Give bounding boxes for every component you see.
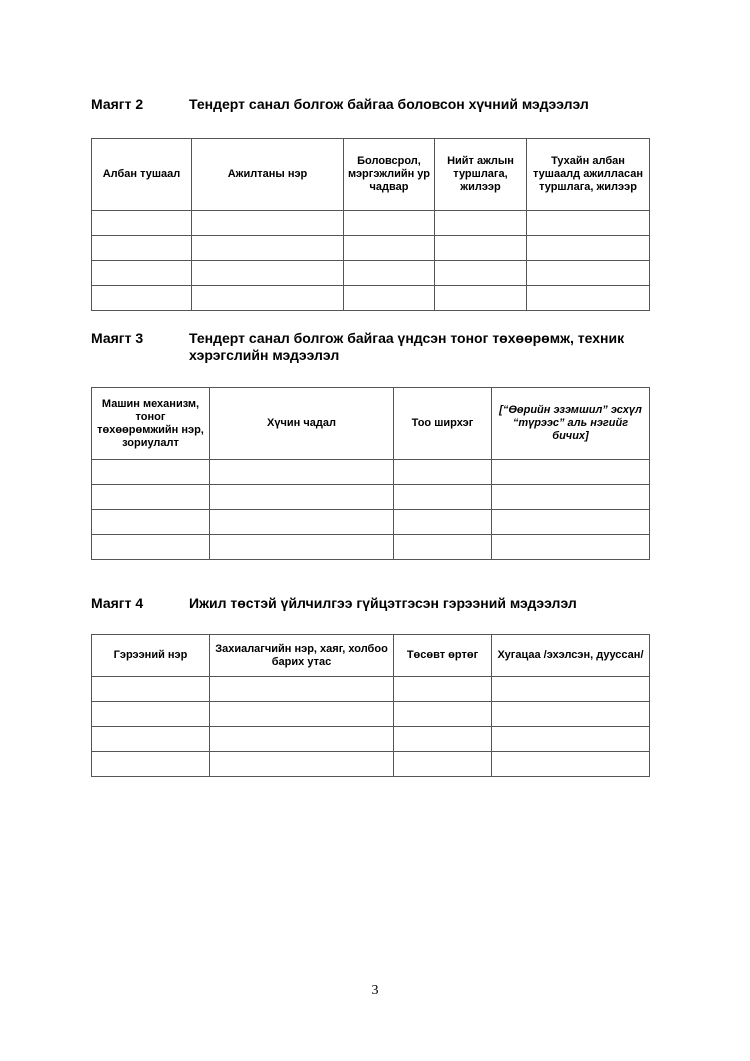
table-cell[interactable]	[492, 510, 650, 535]
table-cell[interactable]	[210, 752, 394, 777]
table-cell[interactable]	[344, 236, 435, 261]
table-row	[92, 727, 650, 752]
header-cell: Захиалагчийн нэр, хаяг, холбоо барих утас	[210, 635, 394, 677]
table-row	[92, 752, 650, 777]
table-cell[interactable]	[394, 535, 492, 560]
header-cell: Нийт ажлын туршлага, жилээр	[435, 139, 527, 211]
table-row	[92, 535, 650, 560]
table-row	[92, 460, 650, 485]
table-cell[interactable]	[92, 510, 210, 535]
table-row	[92, 261, 650, 286]
table-cell[interactable]	[210, 677, 394, 702]
table-cell[interactable]	[92, 702, 210, 727]
form-4-number: Маягт 4	[91, 595, 144, 611]
table-cell[interactable]	[92, 535, 210, 560]
table-cell[interactable]	[210, 535, 394, 560]
table-cell[interactable]	[210, 460, 394, 485]
form-3-table	[91, 387, 650, 560]
table-cell[interactable]	[394, 510, 492, 535]
table-cell[interactable]	[492, 702, 650, 727]
table-cell[interactable]	[492, 460, 650, 485]
table-cell[interactable]	[210, 727, 394, 752]
table-cell[interactable]	[527, 286, 650, 311]
form-2-table	[91, 138, 650, 311]
table-cell[interactable]	[435, 286, 527, 311]
header-cell: [“Өөрийн эзэмшил” эсхүл “түрээс” аль нэгийг бичих]	[492, 388, 650, 460]
table-cell[interactable]	[92, 752, 210, 777]
table-cell[interactable]	[192, 211, 344, 236]
form-2-title	[91, 96, 629, 113]
table-cell[interactable]	[492, 485, 650, 510]
table-row	[92, 286, 650, 311]
table-cell[interactable]	[92, 261, 192, 286]
table-cell[interactable]	[192, 286, 344, 311]
table-cell[interactable]	[492, 752, 650, 777]
table-cell[interactable]	[492, 677, 650, 702]
header-cell: Төсөвт өртөг	[394, 635, 492, 677]
header-cell: Тухайн албан тушаалд ажилласан туршлага, жилээр	[527, 139, 650, 211]
table-cell[interactable]	[527, 261, 650, 286]
table-cell[interactable]	[92, 485, 210, 510]
table-cell[interactable]	[92, 677, 210, 702]
table-cell[interactable]	[435, 211, 527, 236]
table-cell[interactable]	[394, 752, 492, 777]
page-number: 3	[371, 983, 379, 998]
header-cell: Машин механизм, тоног төхөөрөмжийн нэр, зориулалт	[92, 388, 210, 460]
table-row	[92, 236, 650, 261]
table-header-row	[92, 635, 650, 677]
form-4-table	[91, 634, 650, 777]
form-3-title	[91, 330, 629, 364]
header-cell: Албан тушаал	[92, 139, 192, 211]
header-cell: Гэрээний нэр	[92, 635, 210, 677]
table-cell[interactable]	[344, 261, 435, 286]
table-cell[interactable]	[394, 460, 492, 485]
table-cell[interactable]	[210, 510, 394, 535]
table-cell[interactable]	[192, 236, 344, 261]
form-3-title-text: Тендерт санал болгож байгаа үндсэн тоног төхөөрөмж, техник хэрэгслийн мэдээлэл	[189, 330, 625, 363]
table-cell[interactable]	[92, 727, 210, 752]
table-cell[interactable]	[394, 677, 492, 702]
table-cell[interactable]	[394, 485, 492, 510]
table-cell[interactable]	[394, 702, 492, 727]
table-cell[interactable]	[435, 236, 527, 261]
form-4-title	[91, 595, 629, 612]
table-cell[interactable]	[344, 286, 435, 311]
table-cell[interactable]	[92, 460, 210, 485]
table-row	[92, 510, 650, 535]
table-cell[interactable]	[344, 211, 435, 236]
header-cell: Ажилтаны нэр	[192, 139, 344, 211]
header-cell: Хугацаа /эхэлсэн, дууссан/	[492, 635, 650, 677]
table-cell[interactable]	[92, 286, 192, 311]
header-cell: Тоо ширхэг	[394, 388, 492, 460]
table-cell[interactable]	[435, 261, 527, 286]
table-cell[interactable]	[527, 211, 650, 236]
table-row	[92, 677, 650, 702]
table-row	[92, 702, 650, 727]
table-cell[interactable]	[394, 727, 492, 752]
table-header-row	[92, 388, 650, 460]
table-row	[92, 211, 650, 236]
table-row	[92, 485, 650, 510]
table-cell[interactable]	[527, 236, 650, 261]
table-cell[interactable]	[92, 236, 192, 261]
header-cell: Боловсрол, мэргэжлийн ур чадвар	[344, 139, 435, 211]
header-cell: Хүчин чадал	[210, 388, 394, 460]
form-4-title-text: Ижил төстэй үйлчилгээ гүйцэтгэсэн гэрээний мэдээлэл	[189, 595, 577, 611]
form-3-number: Маягт 3	[91, 330, 144, 346]
table-cell[interactable]	[192, 261, 344, 286]
table-cell[interactable]	[92, 211, 192, 236]
form-2-title-text: Тендерт санал болгож байгаа боловсон хүчний мэдээлэл	[189, 96, 589, 112]
table-cell[interactable]	[210, 485, 394, 510]
table-cell[interactable]	[492, 727, 650, 752]
table-cell[interactable]	[210, 702, 394, 727]
form-2-number: Маягт 2	[91, 96, 144, 112]
table-header-row	[92, 139, 650, 211]
table-cell[interactable]	[492, 535, 650, 560]
